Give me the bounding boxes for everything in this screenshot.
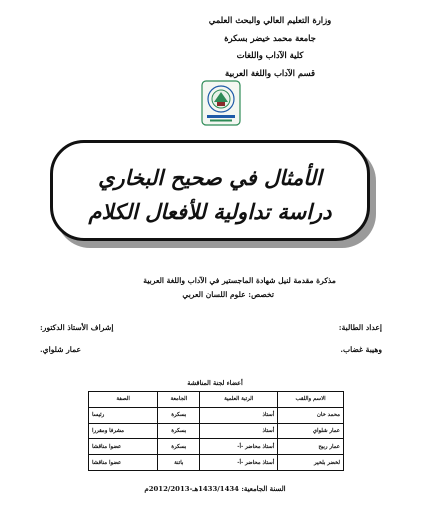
committee-header-row bbox=[89, 392, 344, 408]
committee-table bbox=[88, 391, 344, 471]
department-name: قسم الآداب واللغة العربية bbox=[225, 67, 315, 78]
thesis-description: مذكرة مقدمة لنيل شهادة الماجستير في الآداب واللغة العربية bbox=[143, 276, 336, 285]
header-rank: الرتبة العلمية bbox=[200, 392, 278, 408]
title-box bbox=[50, 140, 370, 241]
table-row bbox=[89, 407, 344, 423]
supervisor-label: إشراف الأستاذ الدكتور: bbox=[40, 323, 114, 332]
member-role: رئيسا bbox=[89, 407, 158, 423]
specialization: تخصص: علوم اللسان العربي bbox=[182, 290, 274, 299]
institution-header bbox=[170, 12, 370, 82]
member-university: بسكرة bbox=[158, 423, 200, 439]
academic-year: السنة الجامعية: 1433/1434هـ-2012/2013م bbox=[144, 485, 286, 493]
member-university: بسكرة bbox=[158, 439, 200, 455]
header-role: الصفة bbox=[89, 392, 158, 408]
member-university: باتنة bbox=[158, 455, 200, 471]
committee-title: أعضاء لجنة المناقشة bbox=[187, 379, 243, 387]
member-name: عمار شلواي bbox=[278, 423, 344, 439]
member-rank: أستاذ bbox=[200, 423, 278, 439]
university-name: جامعة محمد خيضر بسكرة bbox=[224, 32, 316, 43]
student-label: إعداد الطالبة: bbox=[338, 323, 382, 332]
header-university: الجامعة bbox=[158, 392, 200, 408]
ministry-name: وزارة التعليم العالي والبحث العلمي bbox=[208, 15, 332, 25]
member-rank: أستاذ bbox=[200, 407, 278, 423]
member-role: مشرفا ومقررا bbox=[89, 423, 158, 439]
member-role: عضوا مناقشا bbox=[89, 455, 158, 471]
thesis-title-line1: الأمثال في صحيح البخاري bbox=[98, 165, 322, 190]
member-name: عمار ربيح bbox=[278, 439, 344, 455]
member-role: عضوا مناقشا bbox=[89, 439, 158, 455]
supervisor-name: عمار شلواي. bbox=[40, 345, 82, 354]
university-seal-icon bbox=[200, 80, 242, 126]
header-name: الاسم واللقب bbox=[278, 392, 344, 408]
thesis-title-line2: دراسة تداولية للأفعال الكلام bbox=[88, 199, 332, 224]
member-rank: أستاذ محاضر -أ- bbox=[200, 439, 278, 455]
table-row bbox=[89, 455, 344, 471]
member-university: بسكرة bbox=[158, 407, 200, 423]
member-name: لخضر بلخير bbox=[278, 455, 344, 471]
member-name: محمد خان bbox=[278, 407, 344, 423]
faculty-name: كلية الآداب واللغات bbox=[236, 50, 304, 60]
student-name: وهيبة غضاب. bbox=[340, 345, 382, 354]
table-row bbox=[89, 439, 344, 455]
member-rank: أستاذ محاضر -أ- bbox=[200, 455, 278, 471]
table-row bbox=[89, 423, 344, 439]
